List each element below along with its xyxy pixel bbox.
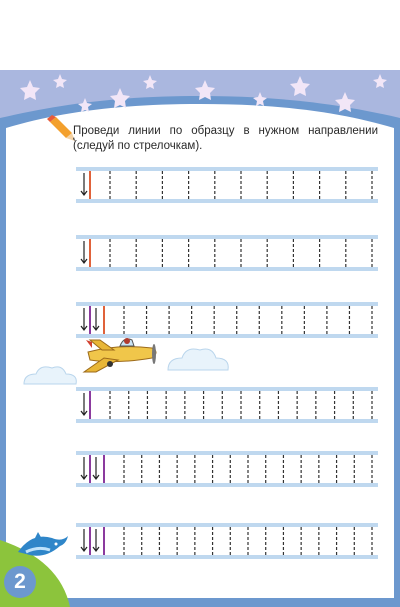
- page-number: 2: [14, 570, 26, 593]
- instruction-text: Проведи линии по образцу в нужном направлении (следуй по стрелочкам).: [73, 125, 378, 152]
